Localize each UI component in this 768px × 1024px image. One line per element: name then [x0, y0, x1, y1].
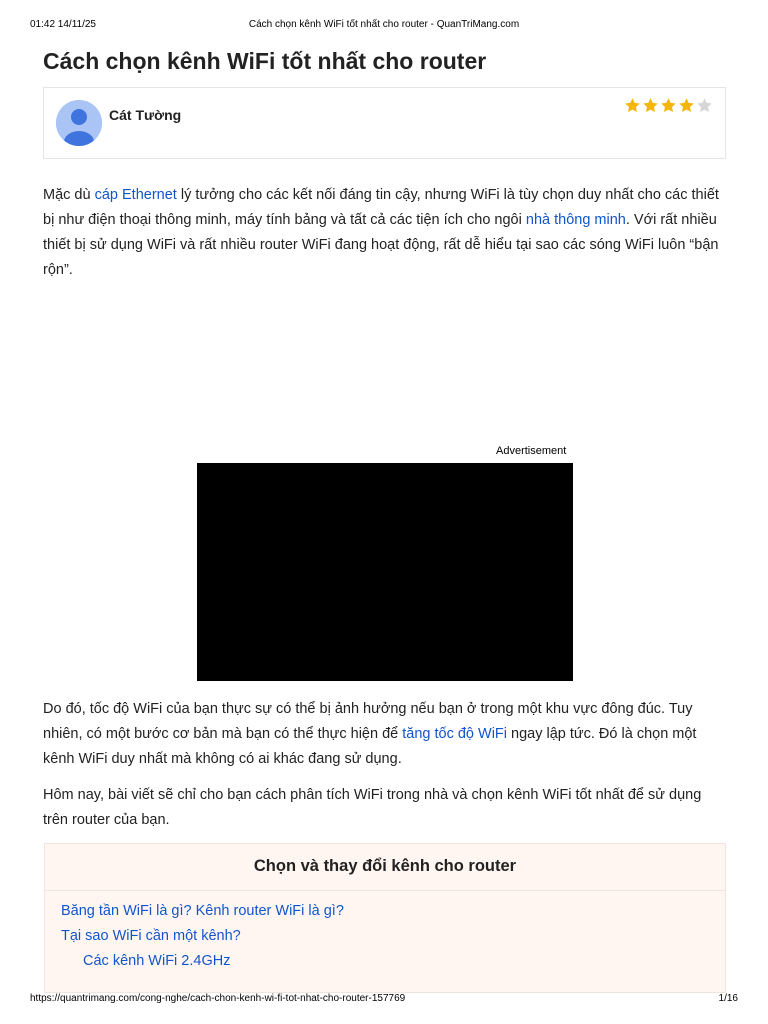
paragraph-text: . Với rất nhiều thiết bị sử dụng WiFi và rất nhiều router WiFi đang hoạt động, rất dễ hiểu tại sao các sóng WiFi luôn “bận rộn”. [43, 212, 719, 278]
paragraph-text: ngay lập tức. Đó là chọn một kênh WiFi duy nhất mà không có ai khác đang sử dụng. [43, 726, 697, 767]
paragraph-text: Mặc dù [43, 187, 95, 203]
toc-item-24ghz-channels[interactable]: Các kênh WiFi 2.4GHz [83, 953, 231, 969]
author-box [43, 87, 726, 159]
paragraph-text: lý tưởng cho các kết nối đáng tin cậy, nhưng WiFi là tùy chọn duy nhất cho các thiết bị như điện thoại thông minh, máy tính bảng và tất cả các tiện ích cho ngôi [43, 187, 719, 228]
print-datetime: 01:42 14/11/25 [30, 19, 96, 30]
star-filled-icon[interactable] [642, 97, 659, 114]
print-header [30, 19, 738, 33]
toc-title: Chọn và thay đổi kênh cho router [45, 844, 725, 891]
user-avatar-icon[interactable] [56, 100, 102, 146]
print-page-number: 1/16 [718, 993, 738, 1004]
link-ethernet-cable[interactable]: cáp Ethernet [94, 187, 177, 203]
second-paragraph [43, 697, 728, 772]
star-empty-icon[interactable] [696, 97, 713, 114]
author-name[interactable]: Cát Tường [109, 107, 182, 123]
intro-paragraph [43, 183, 728, 283]
table-of-contents [44, 843, 726, 993]
print-doc-title: Cách chọn kênh WiFi tốt nhất cho router - QuanTriMang.com [248, 19, 520, 30]
print-url: https://quantrimang.com/cong-nghe/cach-chon-kenh-wi-fi-tot-nhat-cho-router-157769 [30, 993, 406, 1004]
star-filled-icon[interactable] [624, 97, 641, 114]
link-speed-up-wifi[interactable]: tăng tốc độ WiFi [402, 726, 508, 742]
toc-item-why-channel[interactable]: Tại sao WiFi cần một kênh? [61, 928, 241, 944]
link-smart-home[interactable]: nhà thông minh [525, 212, 626, 228]
paragraph-text: Do đó, tốc độ WiFi của bạn thực sự có thể bị ảnh hưởng nếu bạn ở trong một khu vực đông đúc. Tuy nhiên, có một bước cơ bản mà bạn có thể thực hiện để [43, 701, 693, 742]
toc-list [45, 891, 725, 974]
third-paragraph: Hôm nay, bài viết sẽ chỉ cho bạn cách phân tích WiFi trong nhà và chọn kênh WiFi tốt nhất để sử dụng trên router của bạn. [43, 787, 702, 828]
toc-item-wifi-band[interactable]: Băng tần WiFi là gì? Kênh router WiFi là gì? [61, 903, 344, 919]
star-filled-icon[interactable] [678, 97, 695, 114]
star-rating[interactable] [624, 97, 713, 114]
article-title: Cách chọn kênh WiFi tốt nhất cho router [43, 48, 487, 74]
advertisement-label: Advertisement [496, 445, 567, 457]
advertisement-box[interactable] [197, 463, 573, 681]
print-footer [30, 993, 738, 1007]
star-filled-icon[interactable] [660, 97, 677, 114]
